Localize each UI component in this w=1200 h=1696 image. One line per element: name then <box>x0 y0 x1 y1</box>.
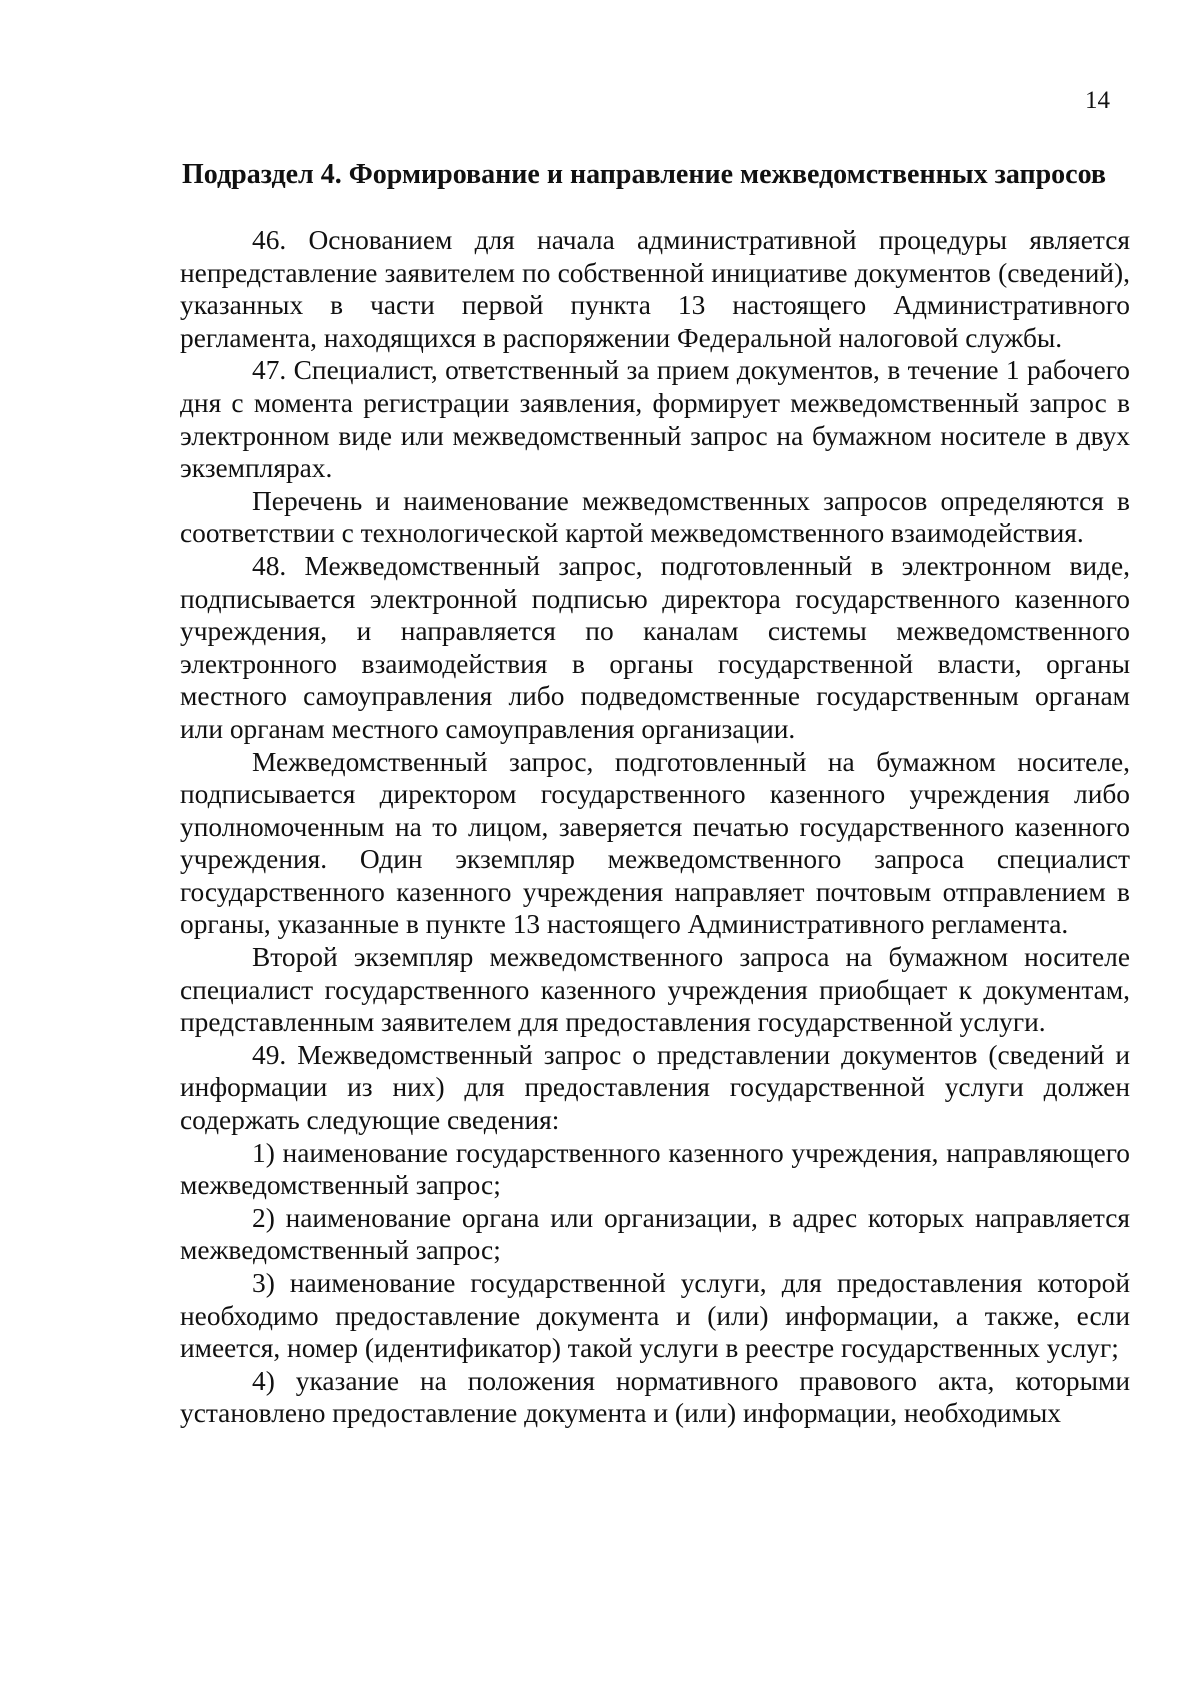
list-item-4: 4) указание на положения нормативного правового акта, которыми установлено предоставление документа и (или) информации, необходимых <box>180 1365 1130 1429</box>
paragraph-48: 48. Межведомственный запрос, подготовленный в электронном виде, подписывается электронной подписью директора государственного казенного учреждения, и направляется по каналам системы межведомственного электронного взаимодействия в органы государственной власти, органы местного самоуправления либо подведомственные государственным органам или органам местного самоуправления организации. <box>180 550 1130 744</box>
page-number: 14 <box>1085 87 1110 114</box>
paragraph-46: 46. Основанием для начала административной процедуры является непредставление заявителем по собственной инициативе документов (сведений), указанных в части первой пункта 13 настоящего Административного регламента, находящихся в распоряжении Федеральной налоговой службы. <box>180 225 1130 353</box>
paragraph-48-second-copy: Второй экземпляр межведомственного запроса на бумажном носителе специалист государственного казенного учреждения приобщает к документам, представленным заявителем для предоставления государственной услуги. <box>180 942 1130 1038</box>
list-item-2: 2) наименование органа или организации, в адрес которых направляется межведомственный запрос; <box>180 1202 1130 1266</box>
document-body <box>180 224 1130 1430</box>
list-item-3: 3) наименование государственной услуги, для предоставления которой необходимо предоставление документа и (или) информации, а также, если имеется, номер (идентификатор) такой услуги в реестре государственных услуг; <box>180 1268 1130 1364</box>
paragraph-48-paper-request: Межведомственный запрос, подготовленный на бумажном носителе, подписывается директором государственного казенного учреждения либо уполномоченным на то лицом, заверяется печатью государственного казенного учреждения. Один экземпляр межведомственного запроса специалист государственного казенного учреждения направляет почтовым отправлением в органы, указанные в пункте 13 настоящего Административного регламента. <box>180 746 1130 940</box>
paragraph-47-list: Перечень и наименование межведомственных запросов определяются в соответствии с технологической картой межведомственного взаимодействия. <box>180 485 1130 549</box>
paragraph-47: 47. Специалист, ответственный за прием документов, в течение 1 рабочего дня с момента регистрации заявления, формирует межведомственный запрос в электронном виде или межведомственный запрос на бумажном носителе в двух экземплярах. <box>180 355 1130 484</box>
section-heading: Подраздел 4. Формирование и направление межведомственных запросов <box>182 159 1107 190</box>
paragraph-49: 49. Межведомственный запрос о представлении документов (сведений и информации из них) для предоставления государственной услуги должен содержать следующие сведения: <box>180 1039 1130 1136</box>
list-item-1: 1) наименование государственного казенного учреждения, направляющего межведомственный запрос; <box>180 1137 1130 1201</box>
